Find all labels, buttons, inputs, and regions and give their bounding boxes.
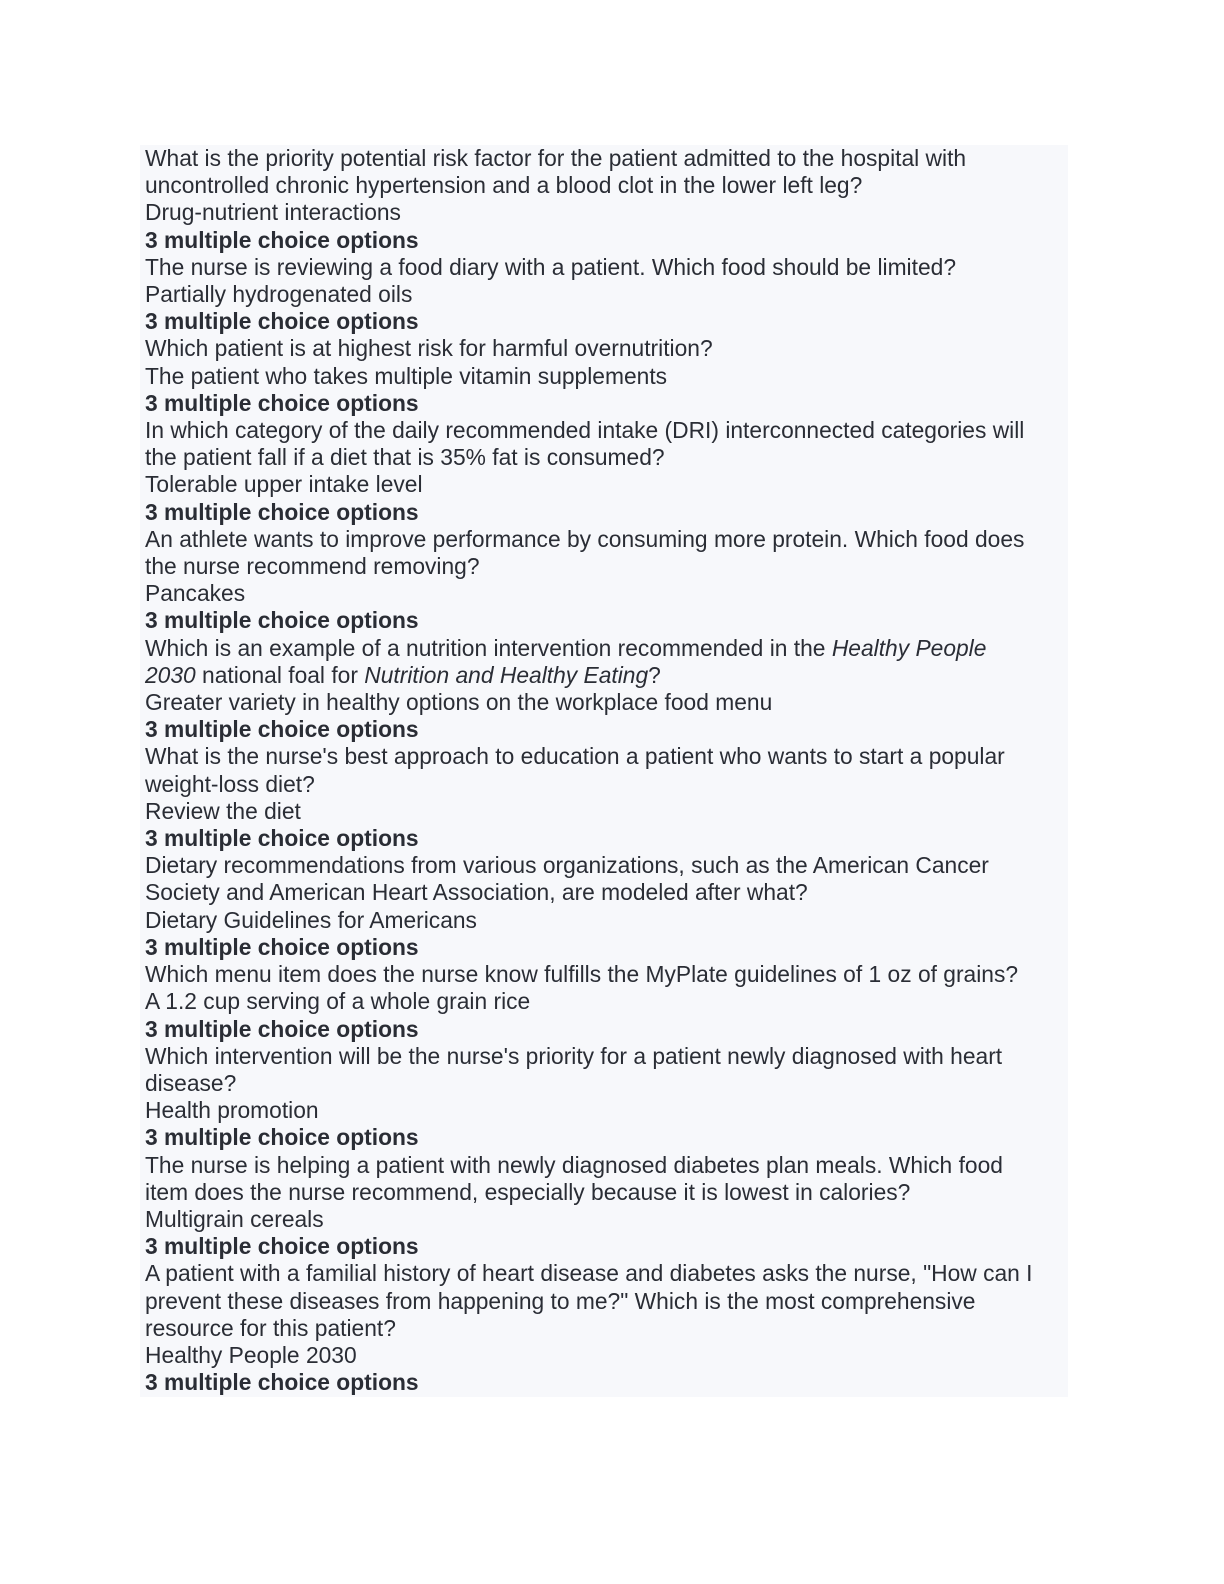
- question-text: [145, 662, 1068, 689]
- options-label: 3 multiple choice options: [145, 1015, 419, 1042]
- question-segment: Which is an example of a nutrition intervention recommended in the: [145, 634, 832, 661]
- question-segment: national foal for: [195, 661, 365, 688]
- question-text: In which category of the daily recommended intake (DRI) interconnected categories will: [145, 417, 1025, 444]
- options-label: 3 multiple choice options: [145, 607, 419, 634]
- answer-text: Health promotion: [145, 1097, 319, 1124]
- question-text: Society and American Heart Association, are modeled after what?: [145, 879, 808, 906]
- answer-text: Partially hydrogenated oils: [145, 281, 413, 308]
- question-text: the patient fall if a diet that is 35% fat is consumed?: [145, 444, 665, 471]
- options-label: 3 multiple choice options: [145, 308, 419, 335]
- options-label: 3 multiple choice options: [145, 389, 419, 416]
- answer-text: Greater variety in healthy options on the workplace food menu: [145, 689, 773, 716]
- answer-text: Dietary Guidelines for Americans: [145, 906, 477, 933]
- options-label: 3 multiple choice options: [145, 933, 419, 960]
- question-italic-segment: Nutrition and Healthy Eating: [364, 661, 649, 688]
- question-text: An athlete wants to improve performance by consuming more protein. Which food does: [145, 525, 1025, 552]
- options-label: 3 multiple choice options: [145, 226, 419, 253]
- options-label: 3 multiple choice options: [145, 716, 419, 743]
- answer-text: A 1.2 cup serving of a whole grain rice: [145, 988, 531, 1015]
- answer-text: Multigrain cereals: [145, 1205, 324, 1232]
- answer-text: Healthy People 2030: [145, 1341, 357, 1368]
- question-text: Dietary recommendations from various organizations, such as the American Cancer: [145, 852, 989, 879]
- options-label: 3 multiple choice options: [145, 825, 419, 852]
- question-text: Which menu item does the nurse know fulfills the MyPlate guidelines of 1 oz of grains?: [145, 961, 1019, 988]
- question-text: prevent these diseases from happening to me?" Which is the most comprehensive: [145, 1287, 976, 1314]
- question-text: disease?: [145, 1069, 237, 1096]
- answer-text: The patient who takes multiple vitamin supplements: [145, 362, 668, 389]
- question-segment: ?: [648, 661, 661, 688]
- question-italic-segment: 2030: [145, 661, 196, 688]
- question-text: The nurse is reviewing a food diary with a patient. Which food should be limited?: [145, 253, 956, 280]
- options-label: 3 multiple choice options: [145, 498, 419, 525]
- question-text: What is the nurse's best approach to education a patient who wants to start a popular: [145, 743, 1005, 770]
- options-label: 3 multiple choice options: [145, 1233, 419, 1260]
- question-text: [145, 635, 1068, 662]
- question-text: the nurse recommend removing?: [145, 553, 480, 580]
- qa-content-block: [140, 145, 1068, 1397]
- question-text: What is the priority potential risk factor for the patient admitted to the hospital with: [145, 145, 967, 171]
- question-text: resource for this patient?: [145, 1314, 396, 1341]
- question-italic-segment: Healthy People: [831, 634, 987, 661]
- question-text: A patient with a familial history of heart disease and diabetes asks the nurse, "How can I: [145, 1260, 1033, 1287]
- answer-text: Tolerable upper intake level: [145, 471, 423, 498]
- question-text: Which patient is at highest risk for harmful overnutrition?: [145, 335, 713, 362]
- question-text: The nurse is helping a patient with newly diagnosed diabetes plan meals. Which food: [145, 1151, 1003, 1178]
- answer-text: Review the diet: [145, 797, 301, 824]
- question-text: Which intervention will be the nurse's priority for a patient newly diagnosed with heart: [145, 1042, 1003, 1069]
- answer-text: Pancakes: [145, 580, 246, 607]
- question-text: weight-loss diet?: [145, 770, 315, 797]
- question-text: uncontrolled chronic hypertension and a blood clot in the lower left leg?: [145, 172, 863, 199]
- answer-text: Drug-nutrient interactions: [145, 199, 401, 226]
- options-label: 3 multiple choice options: [145, 1369, 419, 1396]
- question-text: item does the nurse recommend, especially because it is lowest in calories?: [145, 1178, 911, 1205]
- options-label: 3 multiple choice options: [145, 1124, 419, 1151]
